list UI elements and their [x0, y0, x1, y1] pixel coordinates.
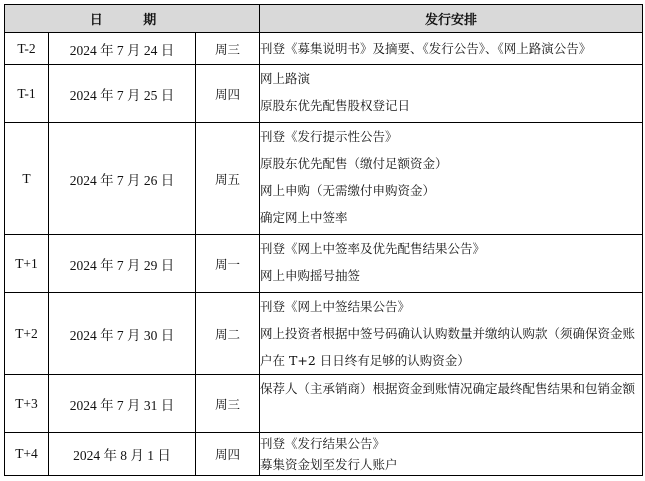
arrangement-cell	[260, 375, 643, 433]
table-row	[5, 123, 643, 235]
table-row	[5, 65, 643, 123]
calendar-date: 2024 年 7 月 24 日	[49, 33, 196, 65]
table-row	[5, 293, 643, 375]
weekday: 周五	[196, 123, 260, 235]
arrangement-column-header: 发行安排	[260, 5, 643, 33]
issuance-schedule	[4, 4, 643, 476]
weekday: 周二	[196, 293, 260, 375]
arrangement-line: 网上路演	[260, 71, 311, 86]
arrangement-line: 刊登《募集说明书》及摘要、《发行公告》、《网上路演公告》	[260, 41, 592, 56]
calendar-date: 2024 年 7 月 29 日	[49, 235, 196, 293]
weekday: 周一	[196, 235, 260, 293]
arrangement-line: 原股东优先配售（缴付足额资金）	[260, 156, 448, 171]
arrangement-line: 网上投资者根据中签号码确认认购数量并缴纳认购款（须确保资金账户在 T+2 日日终有足够的认购资金）	[260, 326, 636, 368]
weekday: 周四	[196, 65, 260, 123]
weekday: 周四	[196, 433, 260, 476]
table-row	[5, 433, 643, 476]
arrangement-cell	[260, 65, 643, 123]
day-code: T+1	[5, 235, 49, 293]
day-code: T-1	[5, 65, 49, 123]
table-row	[5, 33, 643, 65]
calendar-date: 2024 年 7 月 25 日	[49, 65, 196, 123]
calendar-date: 2024 年 7 月 31 日	[49, 375, 196, 433]
weekday: 周三	[196, 33, 260, 65]
day-code: T-2	[5, 33, 49, 65]
arrangement-line: 确定网上中签率	[260, 210, 348, 225]
table-row	[5, 235, 643, 293]
day-code: T+3	[5, 375, 49, 433]
date-column-header: 日 期	[5, 5, 260, 33]
arrangement-line: 刊登《网上中签结果公告》	[260, 299, 411, 314]
arrangement-line: 刊登《网上中签率及优先配售结果公告》	[260, 241, 486, 256]
header-row	[5, 5, 643, 33]
weekday: 周三	[196, 375, 260, 433]
arrangement-line: 网上申购（无需缴付申购资金）	[260, 183, 436, 198]
day-code: T+4	[5, 433, 49, 476]
calendar-date: 2024 年 8 月 1 日	[49, 433, 196, 476]
calendar-date: 2024 年 7 月 26 日	[49, 123, 196, 235]
arrangement-line: 保荐人（主承销商）根据资金到账情况确定最终配售结果和包销金额	[260, 381, 636, 396]
arrangement-cell	[260, 123, 643, 235]
day-code: T+2	[5, 293, 49, 375]
day-code: T	[5, 123, 49, 235]
arrangement-line: 刊登《发行结果公告》	[260, 436, 386, 451]
table-row	[5, 375, 643, 433]
arrangement-cell	[260, 433, 643, 476]
arrangement-line: 刊登《发行提示性公告》	[260, 129, 398, 144]
arrangement-cell	[260, 293, 643, 375]
arrangement-cell	[260, 235, 643, 293]
calendar-date: 2024 年 7 月 30 日	[49, 293, 196, 375]
arrangement-line: 网上申购摇号抽签	[260, 268, 361, 283]
arrangement-line: 原股东优先配售股权登记日	[260, 98, 411, 113]
arrangement-cell	[260, 33, 643, 65]
arrangement-line: 募集资金划至发行人账户	[260, 457, 398, 472]
schedule-table	[4, 4, 643, 476]
